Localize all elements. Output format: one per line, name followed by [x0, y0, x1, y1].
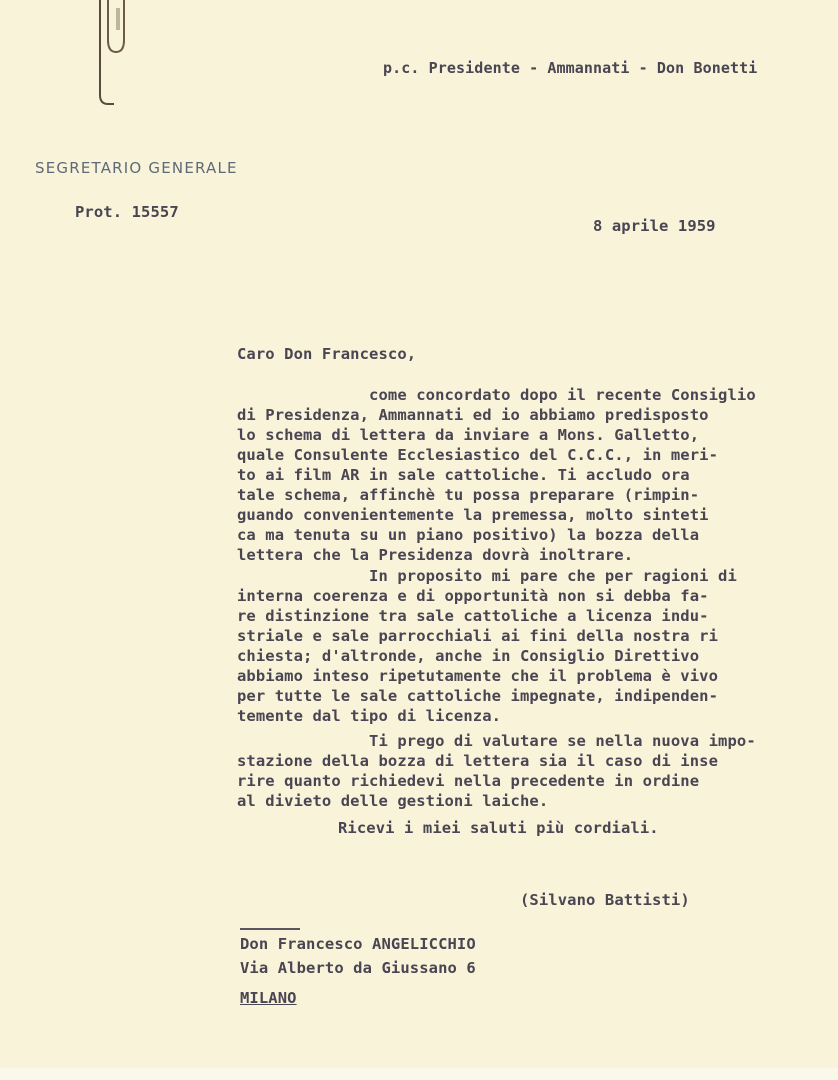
letter-date: 8 aprile 1959 [593, 217, 716, 235]
text-line: stazione della bozza di lettera sia il caso di inse [237, 752, 719, 770]
salutation: Caro Don Francesco, [237, 345, 417, 363]
text-line: lo schema di lettera da inviare a Mons. Galletto, [237, 426, 700, 444]
text-line: ca ma tenuta su un piano positivo) la bozza della [237, 526, 700, 544]
text-line: striale e sale parrocchiali ai fini della nostra ri [237, 627, 719, 645]
signature: (Silvano Battisti) [520, 891, 690, 909]
text-line: re distinzione tra sale cattoliche a licenza indu- [237, 607, 709, 625]
text-line: abbiamo inteso ripetutamente che il problema è vivo [237, 667, 719, 685]
cc-line: p.c. Presidente - Ammannati - Don Bonetti [383, 59, 758, 77]
text-line: interna coerenza e di opportunità non si debba fa- [237, 587, 709, 605]
text-line: al divieto delle gestioni laiche. [237, 792, 549, 810]
text-line: temente dal tipo di licenza. [237, 707, 502, 725]
text-line: quale Consulente Ecclesiastico del C.C.C., in meri- [237, 446, 719, 464]
paragraph-3 [237, 731, 757, 811]
closing-line: Ricevi i miei saluti più cordiali. [338, 819, 659, 837]
protocol-number: Prot. 15557 [75, 203, 179, 221]
divider [240, 928, 300, 930]
paragraph-1 [237, 385, 757, 565]
text-line: guando convenientemente la premessa, molto sinteti [237, 506, 709, 524]
text-line: tale schema, affinchè tu possa preparare (rimpin- [237, 486, 700, 504]
text-line: In proposito mi pare che per ragioni di [237, 567, 737, 585]
text-line: chiesta; d'altronde, anche in Consiglio Direttivo [237, 647, 700, 665]
text-line: per tutte le sale cattoliche impegnate, indipenden- [237, 687, 719, 705]
recipient-name: Don Francesco ANGELICCHIO [240, 935, 476, 953]
recipient-street: Via Alberto da Giussano 6 [240, 959, 476, 977]
paragraph-2 [237, 566, 757, 726]
text-line: to ai film AR in sale cattoliche. Ti accludo ora [237, 466, 690, 484]
paper-clip-icon [78, 0, 138, 110]
text-line: Ti prego di valutare se nella nuova impo- [237, 732, 756, 750]
text-line: di Presidenza, Ammannati ed io abbiamo predisposto [237, 406, 709, 424]
recipient-city: MILANO [240, 989, 297, 1007]
text-line: rire quanto richiedevi nella precedente in ordine [237, 772, 700, 790]
text-line: come concordato dopo il recente Consiglio [237, 386, 756, 404]
page-edge [0, 1068, 838, 1080]
secretary-stamp: SEGRETARIO GENERALE [35, 159, 238, 177]
text-line: lettera che la Presidenza dovrà inoltrare. [237, 546, 634, 564]
